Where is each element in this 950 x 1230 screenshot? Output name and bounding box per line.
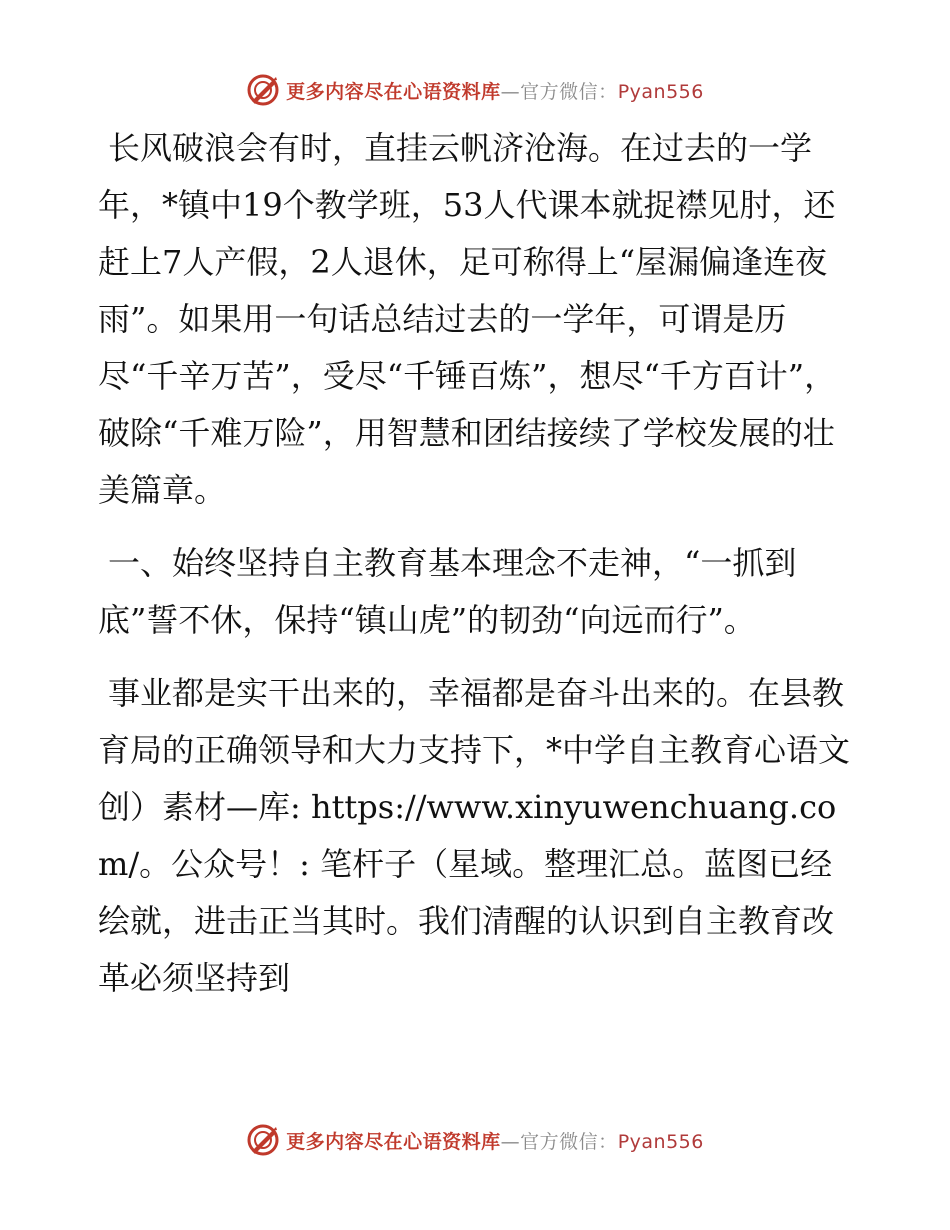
brand-logo-icon (246, 1123, 280, 1157)
header-promo-text: 更多内容尽在心语资料库 (286, 80, 501, 103)
footer-promo-text: 更多内容尽在心语资料库 (286, 1130, 501, 1153)
header-banner (0, 70, 950, 110)
header-separator: — (500, 80, 521, 103)
header-banner-text (286, 77, 704, 104)
brand-logo-icon (246, 73, 280, 107)
footer-banner (0, 1120, 950, 1160)
paragraph-body: 事业都是实干出来的，幸福都是奋斗出来的。在县教育局的正确领导和大力支持下，*中学自主教育心语文创）素材—库: https://www.xinyuwenchuang.com/。公众号！: 笔杆子（星域。整理汇总。蓝图已经绘就，进击正当其时。我们清醒的认识到自主教育改革必须坚持到 (98, 674, 851, 997)
document-body (98, 120, 858, 1023)
header-wechat-label: 官方微信： (520, 80, 618, 103)
footer-banner-text (286, 1127, 704, 1154)
footer-separator: — (500, 1130, 521, 1153)
paragraph-section-heading: 一、始终坚持自主教育基本理念不走神，“一抓到底”誓不休，保持“镇山虎”的韧劲“向远而行”。 (98, 544, 797, 639)
footer-wechat-id: Pyan556 (617, 1130, 704, 1153)
footer-wechat-label: 官方微信： (520, 1130, 618, 1153)
paragraph-intro: 长风破浪会有时，直挂云帆济沧海。在过去的一学年，*镇中19个教学班，53人代课本就捉襟见肘，还赶上7人产假，2人退休，足可称得上“屋漏偏逢连夜雨”。如果用一句话总结过去的一学年，可谓是历尽“千辛万苦”，受尽“千锤百炼”，想尽“千方百计”，破除“千难万险”，用智慧和团结接续了学校发展的壮美篇章。 (98, 129, 837, 509)
header-wechat-id: Pyan556 (617, 80, 704, 103)
